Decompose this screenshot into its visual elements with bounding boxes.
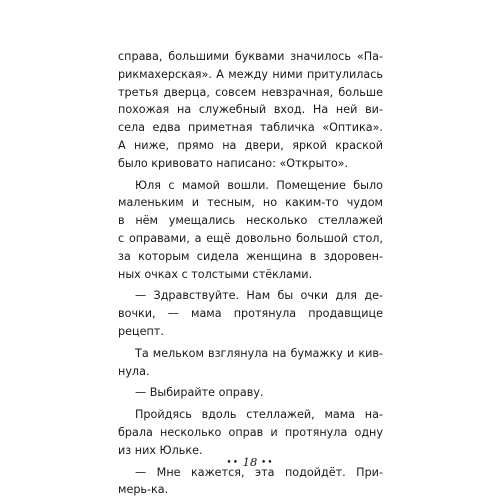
text-line: села едва приметная табличка «Оптика». (118, 121, 383, 135)
text-line: с оправами, а ещё довольно большой стол, (118, 231, 383, 245)
paragraph (118, 177, 383, 284)
text-line: ных очках с толстыми стёклами. (118, 267, 313, 281)
text-line: — Здравствуйте. Нам бы очки для де- (135, 289, 383, 303)
text-line: справа, большими буквами значилось «Па- (118, 50, 383, 63)
text-line: третья дверца, совсем невзрачная, больше (118, 85, 383, 99)
text-line: за которым сидела женщина в здоровен- (118, 249, 383, 263)
page-number (0, 455, 500, 469)
text-line: — Мне кажется, эта подойдёт. При- (135, 465, 383, 479)
text-line: мерь-ка. (118, 483, 169, 497)
text-line: рикмахерская». А между ними притулилась (118, 67, 383, 81)
text-line: похожая на служебный вход. На ней ви- (118, 103, 383, 117)
page-number-left-ornament: •• (226, 458, 240, 468)
paragraph (118, 384, 383, 402)
text-line: — Выбирайте оправу. (135, 386, 264, 400)
page-number-value: 18 (242, 455, 258, 469)
text-line: А ниже, прямо на двери, яркой краской (118, 138, 383, 152)
text-line: Пройдясь вдоль стеллажей, мама на- (135, 408, 383, 422)
text-line: нула. (118, 364, 150, 378)
text-line: в нём умещались несколько стеллажей (118, 214, 383, 228)
paragraph (118, 345, 383, 381)
text-line: Та мельком взглянула на бумажку и кив- (135, 346, 383, 360)
text-line: вочки, — мама протянула продавщице (118, 307, 383, 321)
paragraph (118, 48, 383, 173)
page-number-right-ornament: •• (260, 458, 274, 468)
paragraph (118, 406, 383, 459)
text-line: Юля с мамой вошли. Помещение было (135, 178, 383, 192)
text-line: было кривовато написано: «Открыто». (118, 156, 349, 170)
text-line: из них Юльке. (118, 443, 203, 457)
text-line: рецепт. (118, 324, 164, 338)
body-text (118, 48, 383, 499)
text-line: маленьким и тесным, но каким-то чудом (118, 196, 383, 210)
text-line: брала несколько оправ и протянула одну (118, 425, 383, 439)
paragraph (118, 287, 383, 340)
